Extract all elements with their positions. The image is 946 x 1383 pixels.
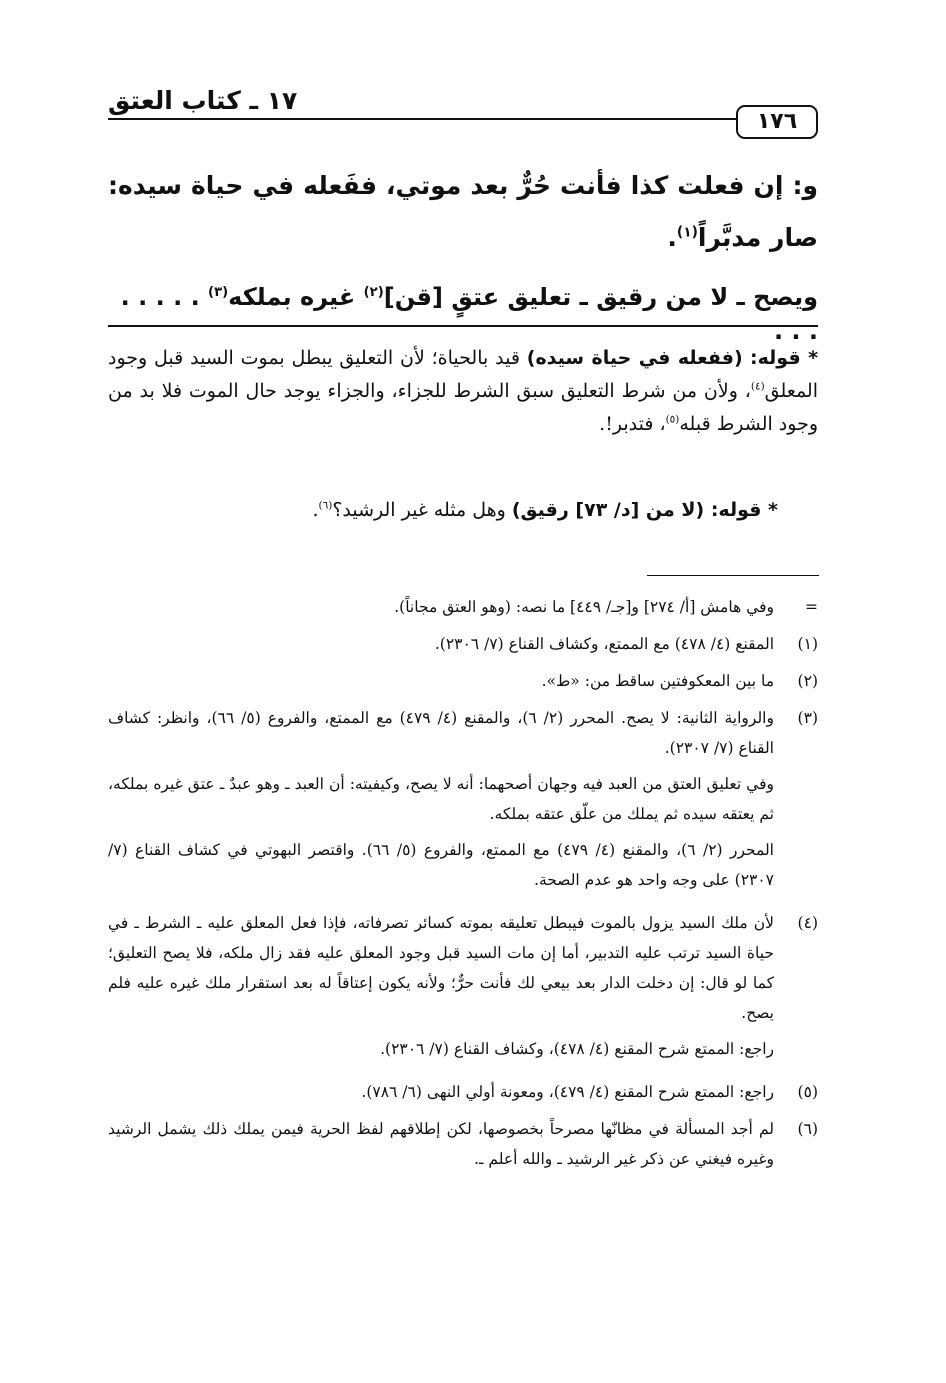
footnotes-section	[108, 592, 818, 1181]
footnote-4-body	[108, 908, 774, 1070]
footnote-continuation	[108, 592, 818, 622]
main-text-line1: و: إن فعلت كذا فأنت حُرٌّ بعد موتي، ففَعله في حياة سيده: صار مدبَّراً	[108, 171, 818, 252]
commentary-1-text-c: ، فتدبر!.	[599, 413, 666, 435]
main-text-line1-end: .	[667, 223, 677, 252]
footnote-3-para-1: والرواية الثانية: لا يصح. المحرر (٢/ ٦)، والمقنع (٤/ ٤٧٩) مع الممتع، والفروع (٥/ ٦٦)، وانظر: كشاف القناع (٧/ ٢٣٠٧).	[108, 709, 774, 757]
commentary-2-end: .	[312, 499, 319, 521]
main-commentary-separator	[108, 325, 818, 327]
footnote-ref-3[interactable]: (٣)	[208, 285, 229, 300]
footnote-6-text: لم أجد المسألة في مظانّها مصرحاً بخصوصها، لكن إطلاقهم لفظ الحرية فيمن يملك ذلك يشمل الرشيد وغيره فيغني عن ذكر غير الرشيد ـ والله أعلم ـ.	[108, 1120, 774, 1168]
footnote-ref-4[interactable]: (٤)	[750, 380, 765, 393]
footnote-1	[108, 629, 818, 659]
footnote-separator	[647, 575, 819, 576]
continuation-marker: =	[805, 598, 818, 616]
footnote-3	[108, 703, 818, 901]
chapter-title: ١٧ ـ كتاب العتق	[108, 86, 298, 115]
footnote-5-text: راجع: الممتع شرح المقنع (٤/ ٤٧٩)، ومعونة أولي النهى (٦/ ٧٨٦).	[361, 1083, 774, 1101]
main-text-dots: . . . . . . . .	[120, 283, 818, 345]
footnote-2	[108, 666, 818, 696]
footnote-4-number: (٤)	[797, 914, 818, 932]
commentary-2-lead: * قوله: (لا من [د/ ٧٣] رقيق)	[511, 499, 778, 521]
main-text-paragraph-1	[108, 160, 818, 264]
footnote-3-number: (٣)	[797, 709, 818, 727]
continuation-text: وفي هامش [أ/ ٢٧٤] و[جـ/ ٤٤٩] ما نصه: (وهو العتق مجاناً).	[394, 598, 774, 616]
commentary-2-text: وهل مثله غير الرشيد؟	[332, 499, 512, 521]
footnote-2-number: (٢)	[797, 672, 818, 690]
footnote-5-number: (٥)	[797, 1083, 818, 1101]
footnote-3-para-2: وفي تعليق العتق من العبد فيه وجهان أصحهما: أنه لا يصح، وكيفيته: أن العبد ـ وهو عبدٌ ـ عتق غيره بملكه، ثم يعتقه سيده ثم يملك من علّق عتقه بملكه.	[108, 775, 774, 823]
footnote-6	[108, 1114, 818, 1174]
footnote-ref-5[interactable]: (٥)	[665, 413, 680, 426]
footnote-ref-2[interactable]: (٢)	[363, 285, 384, 300]
header-rule	[108, 118, 818, 120]
main-text-line2-mid: غيره بملكه	[228, 283, 364, 311]
footnote-5	[108, 1077, 818, 1107]
commentary-paragraph-2	[108, 494, 818, 527]
footnote-3-para-3: المحرر (٢/ ٦)، والمقنع (٤/ ٤٧٩) مع الممتع، والفروع (٥/ ٦٦). واقتصر البهوتي في كشاف القناع (٧/ ٢٣٠٧) على وجه واحد هو عدم الصحة.	[108, 841, 774, 889]
footnote-4-para-2: راجع: الممتع شرح المقنع (٤/ ٤٧٨)، وكشاف القناع (٧/ ٢٣٠٦).	[380, 1040, 774, 1058]
commentary-1-text-b: ، ولأن من شرط التعليق سبق الشرط للجزاء، والجزاء يوجد حال الموت فلا بد من وجود الشرط قبله	[108, 380, 818, 435]
footnote-1-text: المقنع (٤/ ٤٧٨) مع الممتع، وكشاف القناع (٧/ ٢٣٠٦).	[434, 635, 774, 653]
footnote-ref-1[interactable]: (١)	[676, 224, 698, 241]
commentary-1-lead: * قوله: (ففعله في حياة سيده)	[526, 347, 819, 369]
footnote-2-text: ما بين المعكوفتين ساقط من: «ط».	[541, 672, 774, 690]
footnote-4-para-1: لأن ملك السيد يزول بالموت فيبطل تعليقه بموته كسائر تصرفاته، فإذا فعل المعلق عليه ـ الشرط ـ في حياة السيد ترتب عليه التدبير، أما إن مات السيد قبل وجود المعلق عليه فقد زال ملكه، فلا يصح التعليق؛ كما لو قال: إن دخلت الدار بعد بيعي لك فأنت حرٌّ؛ ولأنه يكون إعتاقاً له بعد استقرار ملك غيره عليه فلم يصح.	[108, 914, 774, 1022]
commentary-1-text-a: قيد بالحياة؛ لأن التعليق يبطل بموت السيد قبل وجود المعلق	[108, 347, 818, 402]
footnote-4	[108, 908, 818, 1070]
commentary-paragraph-1	[108, 342, 818, 441]
page-number: ١٧٦	[736, 105, 818, 139]
footnote-ref-6[interactable]: (٦)	[318, 499, 333, 512]
main-text-paragraph-2	[108, 280, 818, 348]
footnote-6-number: (٦)	[797, 1120, 818, 1138]
main-text-line2: ويصح ـ لا من رقيق ـ تعليق عتقٍ [قن]	[383, 283, 818, 311]
footnote-3-body	[108, 703, 774, 901]
footnote-1-number: (١)	[797, 635, 818, 653]
